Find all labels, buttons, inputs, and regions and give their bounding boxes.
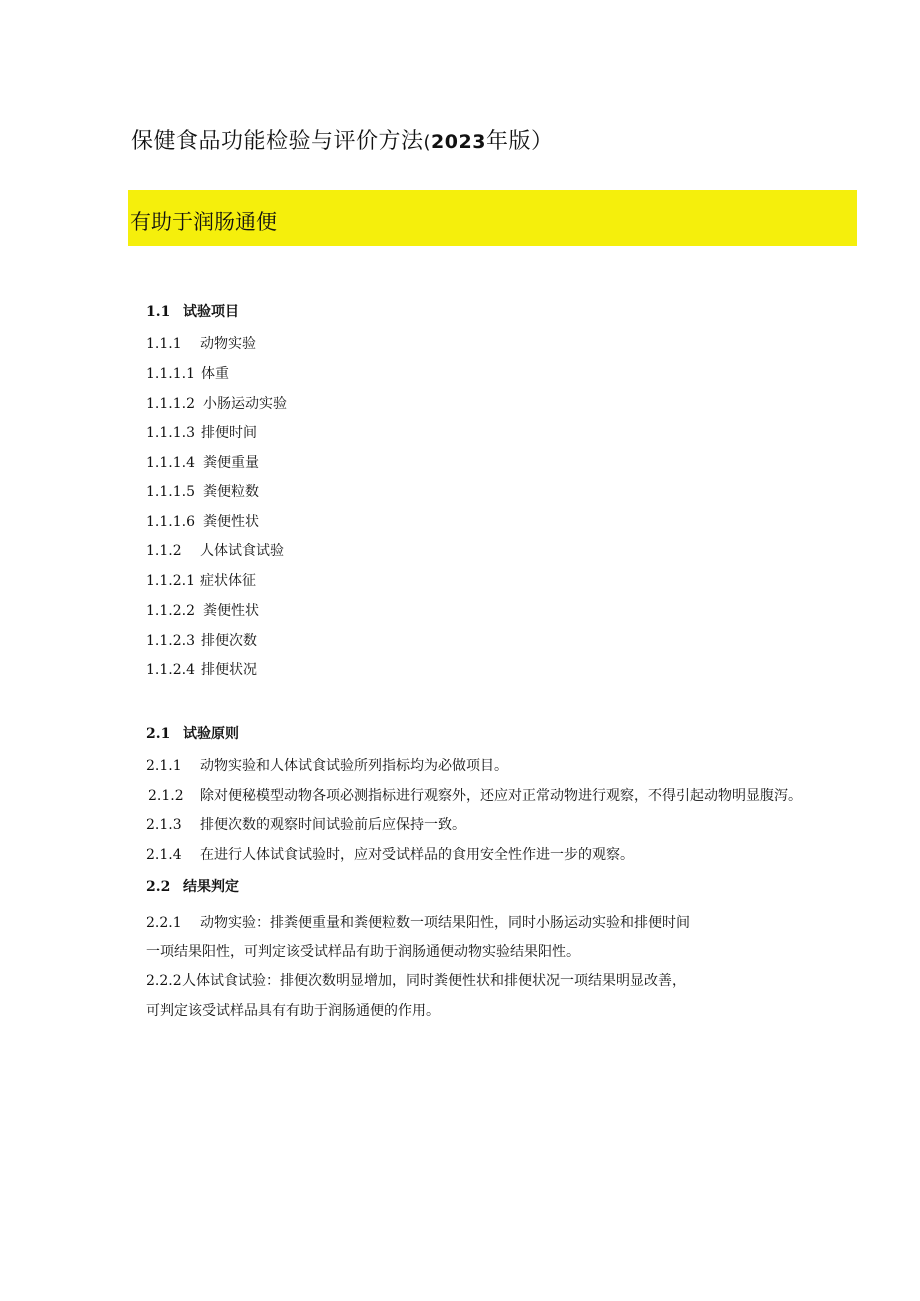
item-2-2-1: 2.2.1 动物实验：排粪便重量和粪便粒数一项结果阳性，同时小肠运动实验和排便时间 xyxy=(146,915,690,931)
item-2-1-2: 2.1.2 除对便秘模型动物各项必测指标进行观察外，还应对正常动物进行观察，不得引起动物明显腹泻。 xyxy=(148,788,802,804)
item-1-1-2-1: 1.1.2.1 症状体征 xyxy=(146,573,256,589)
item-1-1-1-5: 1.1.1.5 粪便粒数 xyxy=(146,484,259,500)
title-year: 2023 xyxy=(431,131,486,153)
item-2-2-2: 2.2.2人体试食试验：排便次数明显增加，同时粪便性状和排便状况一项结果明显改善， xyxy=(146,973,686,989)
item-1-1-2-2: 1.1.2.2 粪便性状 xyxy=(146,603,259,619)
title-main: 保健食品功能检验与评价方法 xyxy=(131,129,424,154)
item-2-1-3: 2.1.3 排便次数的观察时间试验前后应保持一致。 xyxy=(146,817,466,833)
banner-title: 有助于润肠通便 xyxy=(130,210,277,234)
heading-1-1: 1.1 试验项目 xyxy=(146,304,239,320)
section-banner xyxy=(128,190,857,246)
title-suffix: 年版） xyxy=(485,129,554,154)
item-1-1-1-3: 1.1.1.3 排便时间 xyxy=(146,425,257,441)
item-1-1-1-1: 1.1.1.1 体重 xyxy=(146,366,229,382)
heading-2-1: 2.1 试验原则 xyxy=(146,726,239,742)
document-title xyxy=(131,124,553,155)
item-1-1-1-6: 1.1.1.6 粪便性状 xyxy=(146,514,259,530)
item-2-1-1: 2.1.1 动物实验和人体试食试验所列指标均为必做项目。 xyxy=(146,758,508,774)
item-1-1-2-4: 1.1.2.4 排便状况 xyxy=(146,662,257,678)
item-2-2-1-cont: 一项结果阳性，可判定该受试样品有助于润肠通便动物实验结果阳性。 xyxy=(146,944,580,960)
item-2-2-2-cont: 可判定该受试样品具有有助于润肠通便的作用。 xyxy=(146,1003,440,1019)
title-paren: ( xyxy=(423,132,432,153)
item-1-1-2-3: 1.1.2.3 排便次数 xyxy=(146,633,257,649)
item-1-1-1: 1.1.1 动物实验 xyxy=(146,336,256,352)
item-2-1-4: 2.1.4 在进行人体试食试验时，应对受试样品的食用安全性作进一步的观察。 xyxy=(146,847,634,863)
heading-2-2: 2.2 结果判定 xyxy=(146,879,239,895)
item-1-1-2: 1.1.2 人体试食试验 xyxy=(146,543,284,559)
item-1-1-1-2: 1.1.1.2 小肠运动实验 xyxy=(146,396,287,412)
item-1-1-1-4: 1.1.1.4 粪便重量 xyxy=(146,455,259,471)
